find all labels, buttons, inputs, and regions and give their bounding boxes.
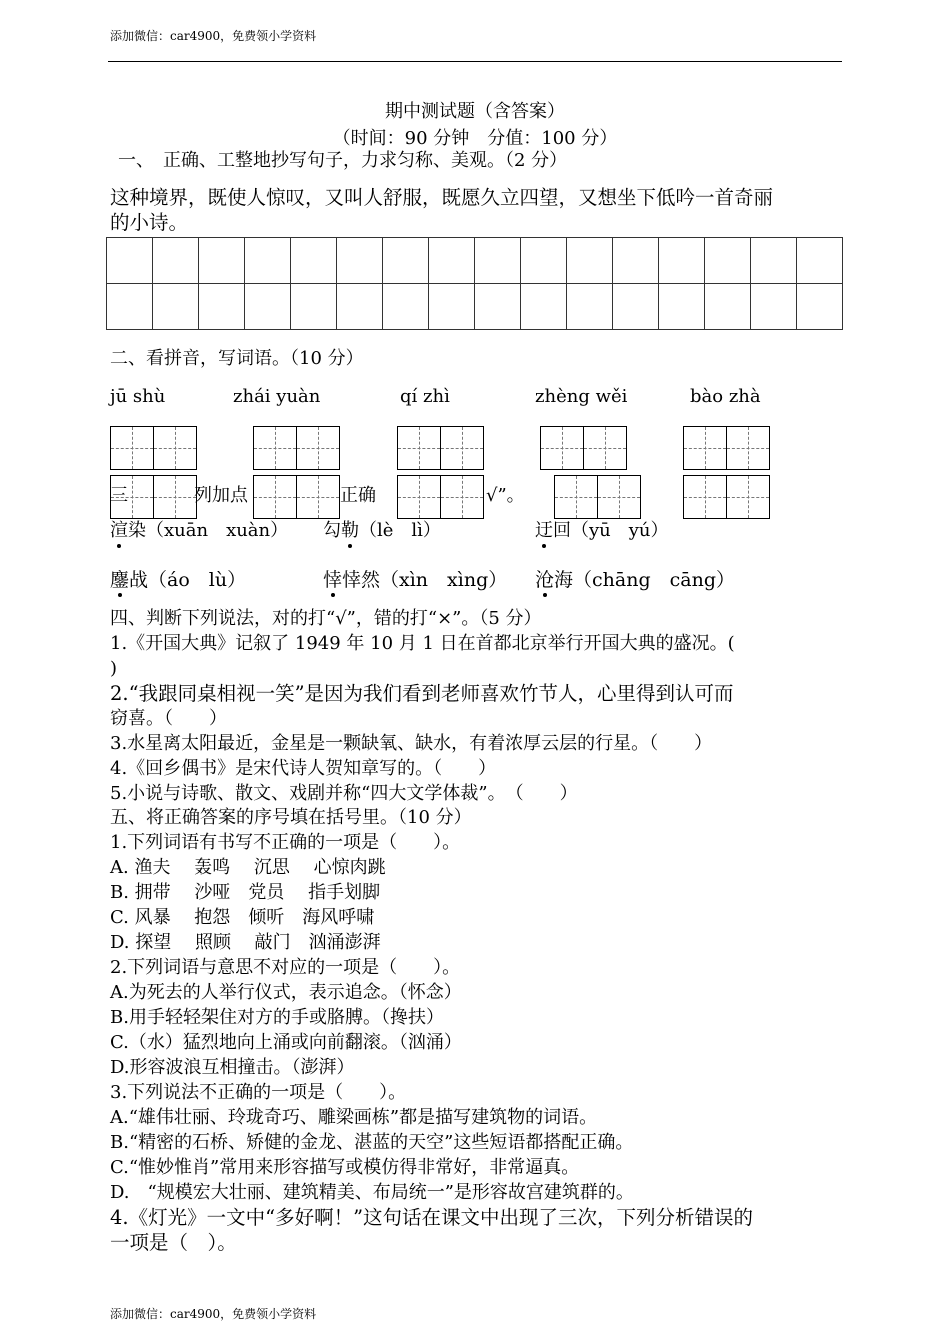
section3-heading-part2: 正确 (340, 485, 376, 506)
dotted-char: 渲 (110, 520, 128, 541)
section2-heading: 二、看拼音，写词语。（10 分） (110, 348, 364, 369)
grid-cell[interactable] (659, 238, 705, 284)
page-title: 期中测试题（含答案） (385, 101, 565, 122)
q3-option-a: A.“雄伟壮丽、玲珑奇巧、雕梁画栋”都是描写建筑物的词语。 (110, 1107, 598, 1128)
q4-stem: 4.《灯光》一文中“多好啊！”这句话在课文中出现了三次，下列分析错误的 (110, 1206, 754, 1229)
section3-item-goule (323, 519, 441, 543)
section3-heading-end: √”。 (486, 485, 525, 506)
section4-item-3: 3.水星离太阳最近，金星是一颗缺氧、缺水，有着浓厚云层的行星。（ ） (110, 733, 713, 754)
grid-cell[interactable] (797, 238, 843, 284)
section4-item-1: 1.《开国大典》记叙了 1949 年 10 月 1 日在首都北京举行开国大典的盛况。( (110, 633, 735, 654)
pinyin-3: qí zhì (400, 386, 450, 407)
section4-heading: 四、判断下列说法，对的打“√”，错的打“×”。（5 分） (110, 608, 542, 629)
grid-cell[interactable] (245, 284, 291, 330)
section1-sentence-line2: 的小诗。 (110, 211, 189, 234)
grid-cell[interactable] (751, 284, 797, 330)
grid-cell[interactable] (429, 284, 475, 330)
grid-cell[interactable] (429, 238, 475, 284)
grid-cell[interactable] (659, 284, 705, 330)
item-text: 悻然（xìn xìng） (342, 569, 508, 591)
copy-grid-row (107, 238, 843, 284)
grid-cell[interactable] (291, 238, 337, 284)
writing-box[interactable] (726, 426, 770, 470)
pinyin-2: zhái yuàn (233, 386, 321, 407)
grid-cell[interactable] (153, 284, 199, 330)
header-rule (108, 61, 842, 62)
writing-box[interactable] (597, 475, 641, 519)
section3-heading-start: 三 (110, 485, 128, 506)
q3-option-d: D. “规模宏大壮丽、建筑精美、布局统一”是形容故宫建筑群的。 (110, 1182, 634, 1203)
grid-cell[interactable] (107, 238, 153, 284)
item-text: 回（yū yú） (553, 520, 669, 541)
pinyin-5: bào zhà (690, 386, 761, 407)
writing-box[interactable] (554, 475, 598, 519)
grid-cell[interactable] (613, 284, 659, 330)
q3-option-b: B.“精密的石桥、矫健的金龙、湛蓝的天空”这些短语都搭配正确。 (110, 1132, 634, 1153)
grid-cell[interactable] (337, 284, 383, 330)
dotted-char: 沧 (535, 569, 555, 591)
copy-writing-grid (106, 237, 843, 330)
page-subtitle: （时间：90 分钟 分值：100 分） (332, 128, 618, 149)
q1-option-c: C. 风暴 抱怨 倾听 海风呼啸 (110, 907, 375, 928)
writing-box[interactable] (153, 475, 197, 519)
section4-item-2-cont: 窃喜。（ ） (110, 708, 227, 729)
writing-box[interactable] (440, 475, 484, 519)
grid-cell[interactable] (291, 284, 337, 330)
writing-box[interactable] (110, 475, 154, 519)
footer-note: 添加微信：car4900，免费领小学资料 (110, 1307, 317, 1321)
grid-cell[interactable] (383, 284, 429, 330)
q1-option-d: D. 探望 照顾 敲门 汹涌澎湃 (110, 932, 381, 953)
header-note: 添加微信：car4900，免费领小学资料 (110, 29, 317, 43)
dotted-char: 鏖 (110, 569, 130, 591)
grid-cell[interactable] (705, 284, 751, 330)
q3-stem: 3.下列说法不正确的一项是（ ）。 (110, 1082, 407, 1103)
writing-box[interactable] (397, 426, 441, 470)
grid-cell[interactable] (475, 284, 521, 330)
grid-cell[interactable] (245, 238, 291, 284)
writing-box[interactable] (726, 475, 770, 519)
section3-heading-part1: 列加点 (194, 485, 248, 506)
section3-item-canghai (535, 568, 735, 592)
writing-box[interactable] (583, 426, 627, 470)
grid-cell[interactable] (199, 238, 245, 284)
writing-box[interactable] (683, 475, 727, 519)
dotted-char: 迂 (535, 520, 553, 541)
writing-box[interactable] (253, 426, 297, 470)
writing-box[interactable] (397, 475, 441, 519)
dotted-char: 悻 (323, 569, 343, 591)
writing-box[interactable] (153, 426, 197, 470)
item-char: 勾 (323, 520, 341, 541)
dotted-char: 勒 (341, 520, 359, 541)
q2-option-d: D.形容波浪互相撞击。（澎湃） (110, 1057, 355, 1078)
section5-heading: 五、将正确答案的序号填在括号里。（10 分） (110, 807, 472, 828)
grid-cell[interactable] (383, 238, 429, 284)
section3-item-xingxingran (323, 568, 507, 592)
section3-item-aozhan (110, 568, 246, 592)
grid-cell[interactable] (107, 284, 153, 330)
item-text: 海（chāng cāng） (554, 569, 735, 591)
section1-sentence-line1: 这种境界，既使人惊叹，又叫人舒服，既愿久立四望，又想坐下低吟一首奇丽 (110, 186, 774, 209)
q2-option-a: A.为死去的人举行仪式，表示追念。（怀念） (110, 982, 462, 1003)
pinyin-1: jū shù (110, 386, 166, 407)
grid-cell[interactable] (613, 238, 659, 284)
q4-stem-cont: 一项是（ ）。 (110, 1231, 237, 1254)
item-text: （lè lì） (359, 520, 441, 541)
item-text: 战（áo lù） (129, 569, 247, 591)
writing-box[interactable] (296, 475, 340, 519)
section3-item-yuhui (535, 519, 669, 543)
q1-option-a: A. 渔夫 轰鸣 沉思 心惊肉跳 (110, 857, 386, 878)
q3-option-c: C.“惟妙惟肖”常用来形容描写或模仿得非常好，非常逼真。 (110, 1157, 580, 1178)
grid-cell[interactable] (521, 284, 567, 330)
grid-cell[interactable] (521, 238, 567, 284)
pinyin-4: zhèng wěi (535, 386, 628, 407)
writing-box[interactable] (440, 426, 484, 470)
grid-cell[interactable] (705, 238, 751, 284)
grid-cell[interactable] (475, 238, 521, 284)
copy-grid-row (107, 284, 843, 330)
q2-stem: 2.下列词语与意思不对应的一项是（ ）。 (110, 957, 461, 978)
grid-cell[interactable] (567, 284, 613, 330)
grid-cell[interactable] (153, 238, 199, 284)
q2-option-c: C.（水）猛烈地向上涌或向前翻滚。（汹涌） (110, 1032, 462, 1053)
item-text: 染（xuān xuàn） (128, 520, 289, 541)
section4-item-5: 5.小说与诗歌、散文、戏剧并称“四大文学体裁”。 （ ） (110, 783, 578, 804)
grid-cell[interactable] (337, 238, 383, 284)
grid-cell[interactable] (797, 284, 843, 330)
writing-box[interactable] (683, 426, 727, 470)
q1-stem: 1.下列词语有书写不正确的一项是（ ）。 (110, 832, 461, 853)
grid-cell[interactable] (751, 238, 797, 284)
q1-option-b: B. 拥带 沙哑 党员 指手划脚 (110, 882, 381, 903)
q2-option-b: B.用手轻轻架住对方的手或胳膊。（搀扶） (110, 1007, 444, 1028)
section1-heading: 一、 正确、工整地抄写句子，力求匀称、美观。（2 分） (118, 150, 568, 171)
writing-box[interactable] (296, 426, 340, 470)
grid-cell[interactable] (567, 238, 613, 284)
grid-cell[interactable] (199, 284, 245, 330)
section4-item-2: 2.“我跟同桌相视一笑”是因为我们看到老师喜欢竹节人，心里得到认可而 (110, 682, 734, 705)
writing-box[interactable] (253, 475, 297, 519)
section3-item-xuanran (110, 519, 288, 543)
writing-box[interactable] (540, 426, 584, 470)
writing-box[interactable] (110, 426, 154, 470)
section4-item-4: 4.《回乡偶书》是宋代诗人贺知章写的。（ ） (110, 758, 497, 779)
section4-item-1-cont: ) (110, 658, 118, 679)
